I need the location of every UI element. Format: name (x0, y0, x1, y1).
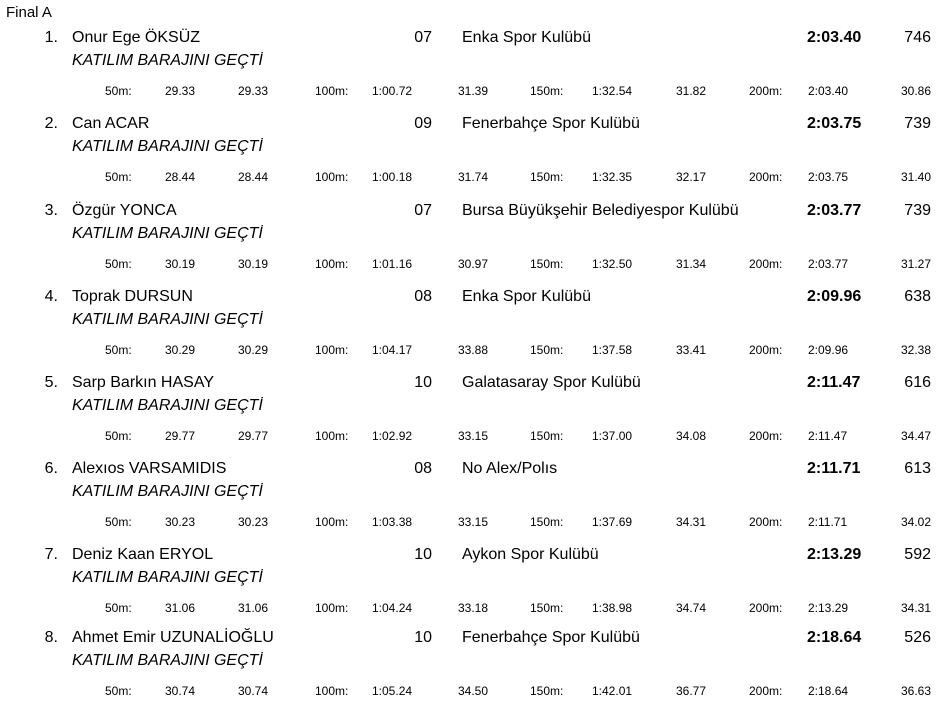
final-time: 2:03.77 (807, 202, 862, 219)
split-label-150: 150m: (530, 257, 564, 271)
split-cumulative-200: 2:11.71 (808, 515, 848, 529)
result-main-row (0, 29, 950, 51)
result-main-row (0, 202, 950, 224)
split-label-50: 50m: (105, 601, 132, 615)
splits-row (0, 257, 950, 273)
split-lap-100: 34.50 (458, 684, 489, 698)
split-lap-150: 36.77 (676, 684, 707, 698)
split-lap-150: 33.41 (676, 343, 707, 357)
split-lap-100: 33.88 (458, 343, 489, 357)
split-lap-150: 34.08 (676, 429, 707, 443)
split-lap-200: 34.47 (900, 429, 931, 443)
split-label-150: 150m: (530, 170, 564, 184)
split-cumulative-50: 30.29 (165, 343, 196, 357)
splits-row (0, 84, 950, 100)
result-main-row (0, 629, 950, 651)
result-entry (0, 374, 950, 460)
result-entry (0, 29, 950, 115)
points: 613 (904, 460, 931, 477)
splits-row (0, 429, 950, 445)
result-main-row (0, 288, 950, 310)
result-entry (0, 288, 950, 374)
split-label-200: 200m: (749, 429, 783, 443)
club: No Alex/Polıs (462, 460, 558, 477)
split-label-50: 50m: (105, 429, 132, 443)
split-cumulative-50: 30.19 (165, 257, 196, 271)
result-main-row (0, 460, 950, 482)
split-cumulative-150: 1:38.98 (592, 601, 633, 615)
split-lap-50: 31.06 (238, 601, 269, 615)
split-cumulative-150: 1:37.00 (592, 429, 633, 443)
split-cumulative-50: 30.74 (165, 684, 196, 698)
split-label-100: 100m: (315, 601, 349, 615)
split-lap-200: 34.31 (900, 601, 931, 615)
split-cumulative-200: 2:18.64 (808, 684, 849, 698)
qualification-status: KATILIM BARAJINI GEÇTİ (72, 52, 263, 69)
split-cumulative-100: 1:02.92 (372, 429, 413, 443)
split-lap-200: 31.40 (900, 170, 931, 184)
split-cumulative-50: 30.23 (165, 515, 196, 529)
split-label-100: 100m: (315, 343, 349, 357)
split-lap-50: 29.77 (238, 429, 269, 443)
club: Galatasaray Spor Kulübü (462, 374, 641, 391)
final-time: 2:11.71 (807, 460, 861, 477)
split-cumulative-50: 29.77 (165, 429, 196, 443)
split-lap-100: 33.15 (458, 429, 489, 443)
split-label-50: 50m: (105, 84, 132, 98)
points: 638 (904, 288, 931, 305)
split-label-100: 100m: (315, 429, 349, 443)
split-cumulative-50: 28.44 (165, 170, 196, 184)
split-lap-200: 30.86 (900, 84, 931, 98)
final-time: 2:03.75 (807, 115, 862, 132)
place: 2. (44, 115, 58, 132)
split-lap-150: 34.74 (676, 601, 707, 615)
age: 09 (414, 115, 432, 132)
split-cumulative-100: 1:00.72 (372, 84, 413, 98)
place: 5. (44, 374, 58, 391)
points: 739 (904, 115, 931, 132)
place: 4. (44, 288, 58, 305)
split-label-200: 200m: (749, 515, 783, 529)
age: 10 (414, 374, 432, 391)
split-label-200: 200m: (749, 257, 783, 271)
split-lap-50: 30.23 (238, 515, 269, 529)
split-cumulative-100: 1:04.24 (372, 601, 413, 615)
split-cumulative-150: 1:32.50 (592, 257, 633, 271)
split-lap-200: 31.27 (900, 257, 931, 271)
final-time: 2:09.96 (807, 288, 862, 305)
split-lap-50: 30.29 (238, 343, 269, 357)
qualification-status: KATILIM BARAJINI GEÇTİ (72, 225, 263, 242)
split-cumulative-150: 1:37.69 (592, 515, 633, 529)
age: 10 (414, 629, 432, 646)
split-label-150: 150m: (530, 84, 564, 98)
splits-row (0, 170, 950, 186)
split-cumulative-100: 1:03.38 (372, 515, 413, 529)
split-lap-150: 34.31 (676, 515, 707, 529)
split-lap-100: 31.74 (458, 170, 489, 184)
result-entry (0, 546, 950, 632)
points: 746 (904, 29, 931, 46)
split-label-200: 200m: (749, 170, 783, 184)
split-lap-50: 29.33 (238, 84, 269, 98)
points: 616 (904, 374, 931, 391)
split-cumulative-200: 2:03.75 (808, 170, 849, 184)
split-lap-100: 33.15 (458, 515, 489, 529)
swimmer-name: Sarp Barkın HASAY (72, 374, 214, 391)
place: 3. (44, 202, 58, 219)
split-cumulative-100: 1:00.18 (372, 170, 413, 184)
splits-row (0, 684, 950, 700)
club: Fenerbahçe Spor Kulübü (462, 115, 640, 132)
club: Enka Spor Kulübü (462, 29, 591, 46)
split-cumulative-200: 2:03.77 (808, 257, 849, 271)
split-label-100: 100m: (315, 515, 349, 529)
split-cumulative-200: 2:11.47 (808, 429, 848, 443)
split-lap-50: 30.19 (238, 257, 269, 271)
split-lap-200: 32.38 (900, 343, 931, 357)
split-lap-150: 32.17 (676, 170, 707, 184)
split-cumulative-50: 31.06 (165, 601, 196, 615)
event-heading: Final A (6, 4, 52, 21)
split-cumulative-150: 1:42.01 (592, 684, 633, 698)
splits-row (0, 515, 950, 531)
split-label-150: 150m: (530, 515, 564, 529)
result-entry (0, 115, 950, 201)
split-cumulative-150: 1:32.35 (592, 170, 633, 184)
qualification-status: KATILIM BARAJINI GEÇTİ (72, 397, 263, 414)
result-main-row (0, 374, 950, 396)
split-lap-100: 33.18 (458, 601, 489, 615)
split-label-150: 150m: (530, 343, 564, 357)
qualification-status: KATILIM BARAJINI GEÇTİ (72, 569, 263, 586)
final-time: 2:03.40 (807, 29, 862, 46)
club: Enka Spor Kulübü (462, 288, 591, 305)
qualification-status: KATILIM BARAJINI GEÇTİ (72, 311, 263, 328)
split-label-150: 150m: (530, 684, 564, 698)
split-lap-200: 36.63 (900, 684, 931, 698)
result-entry (0, 202, 950, 288)
swimmer-name: Toprak DURSUN (72, 288, 193, 305)
age: 10 (414, 546, 432, 563)
place: 8. (44, 629, 58, 646)
split-cumulative-200: 2:13.29 (808, 601, 849, 615)
split-lap-150: 31.34 (676, 257, 707, 271)
split-cumulative-100: 1:05.24 (372, 684, 413, 698)
place: 6. (44, 460, 58, 477)
split-lap-150: 31.82 (676, 84, 707, 98)
split-cumulative-200: 2:09.96 (808, 343, 849, 357)
result-entry (0, 460, 950, 546)
split-label-100: 100m: (315, 257, 349, 271)
age: 08 (414, 460, 432, 477)
club: Aykon Spor Kulübü (462, 546, 599, 563)
split-label-100: 100m: (315, 684, 349, 698)
split-label-50: 50m: (105, 343, 132, 357)
split-label-100: 100m: (315, 170, 349, 184)
split-label-200: 200m: (749, 601, 783, 615)
age: 07 (414, 202, 432, 219)
split-cumulative-150: 1:32.54 (592, 84, 633, 98)
split-cumulative-200: 2:03.40 (808, 84, 849, 98)
split-lap-100: 30.97 (458, 257, 489, 271)
split-label-100: 100m: (315, 84, 349, 98)
split-label-50: 50m: (105, 170, 132, 184)
split-label-200: 200m: (749, 343, 783, 357)
qualification-status: KATILIM BARAJINI GEÇTİ (72, 652, 263, 669)
split-lap-200: 34.02 (900, 515, 931, 529)
swimmer-name: Özgür YONCA (72, 202, 177, 219)
final-time: 2:18.64 (807, 629, 862, 646)
split-lap-50: 30.74 (238, 684, 269, 698)
swimmer-name: Alexıos VARSAMIDIS (72, 460, 227, 477)
split-lap-100: 31.39 (458, 84, 489, 98)
split-cumulative-50: 29.33 (165, 84, 196, 98)
split-cumulative-100: 1:04.17 (372, 343, 413, 357)
split-label-50: 50m: (105, 684, 132, 698)
club: Bursa Büyükşehir Belediyespor Kulübü (462, 202, 739, 219)
split-label-200: 200m: (749, 684, 783, 698)
splits-row (0, 601, 950, 617)
final-time: 2:13.29 (807, 546, 862, 563)
result-entry (0, 629, 950, 715)
split-label-50: 50m: (105, 515, 132, 529)
split-cumulative-150: 1:37.58 (592, 343, 633, 357)
age: 07 (414, 29, 432, 46)
split-label-150: 150m: (530, 601, 564, 615)
swimmer-name: Can ACAR (72, 115, 150, 132)
swimmer-name: Deniz Kaan ERYOL (72, 546, 214, 563)
age: 08 (414, 288, 432, 305)
points: 526 (904, 629, 931, 646)
result-main-row (0, 115, 950, 137)
split-label-200: 200m: (749, 84, 783, 98)
split-lap-50: 28.44 (238, 170, 269, 184)
swimmer-name: Ahmet Emir UZUNALİOĞLU (72, 629, 274, 646)
split-cumulative-100: 1:01.16 (372, 257, 413, 271)
split-label-150: 150m: (530, 429, 564, 443)
result-main-row (0, 546, 950, 568)
club: Fenerbahçe Spor Kulübü (462, 629, 640, 646)
qualification-status: KATILIM BARAJINI GEÇTİ (72, 138, 263, 155)
points: 739 (904, 202, 931, 219)
final-time: 2:11.47 (807, 374, 861, 391)
split-label-50: 50m: (105, 257, 132, 271)
qualification-status: KATILIM BARAJINI GEÇTİ (72, 483, 263, 500)
swimmer-name: Onur Ege ÖKSÜZ (72, 29, 201, 46)
place: 7. (44, 546, 58, 563)
splits-row (0, 343, 950, 359)
place: 1. (44, 29, 58, 46)
points: 592 (904, 546, 931, 563)
